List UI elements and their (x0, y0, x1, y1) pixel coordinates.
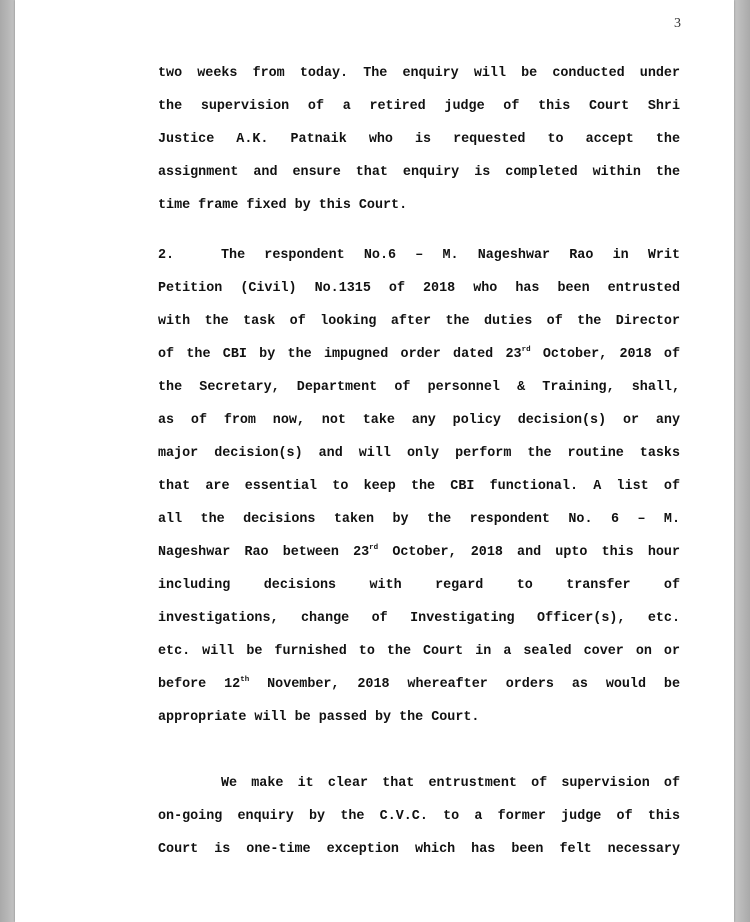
paragraph-2-line: including decisions with regard to transfer of (158, 578, 680, 593)
paragraph-2-line: major decision(s) and will only perform the routine tasks (158, 446, 680, 461)
paragraph-2-line: investigations, change of Investigating Officer(s), etc. (158, 611, 680, 626)
paragraph-3-line: We make it clear that entrustment of supervision of (221, 776, 680, 791)
paragraph-2-line (158, 545, 680, 561)
scan-edge-right (734, 0, 750, 922)
scan-edge-left (0, 0, 15, 922)
paragraph-1-line: time frame fixed by this Court. (158, 198, 408, 213)
paragraph-2-number: 2. (158, 248, 175, 263)
paragraph-2-line: Petition (Civil) No.1315 of 2018 who has been entrusted (158, 281, 680, 296)
paragraph-2-line: appropriate will be passed by the Court. (158, 710, 480, 725)
paragraph-2-line: the Secretary, Department of personnel & Training, shall, (158, 380, 680, 395)
paragraph-2-line: all the decisions taken by the respondent No. 6 – M. (158, 512, 680, 527)
line-text: Nageshwar Rao between 23 (158, 545, 370, 560)
paragraph-1-line: Justice A.K. Patnaik who is requested to accept the (158, 132, 680, 147)
ordinal-suffix: rd (369, 544, 379, 552)
paragraph-1-line: assignment and ensure that enquiry is completed within the (158, 165, 680, 180)
paragraph-2-line: as of from now, not take any policy decision(s) or any (158, 413, 680, 428)
paragraph-2-line (158, 677, 680, 693)
line-text: October, 2018 and upto this hour (378, 545, 680, 560)
paragraph-2-line: that are essential to keep the CBI functional. A list of (158, 479, 680, 494)
line-text: of the CBI by the impugned order dated 23 (158, 347, 522, 362)
line-text: October, 2018 of (530, 347, 680, 362)
paragraph-2-line: etc. will be furnished to the Court in a sealed cover on or (158, 644, 680, 659)
paragraph-3-line: Court is one-time exception which has been felt necessary (158, 842, 680, 857)
document-page (15, 0, 734, 922)
paragraph-1-line: two weeks from today. The enquiry will be conducted under (158, 66, 680, 81)
ordinal-suffix: th (240, 676, 250, 684)
paragraph-2-line: with the task of looking after the duties of the Director (158, 314, 680, 329)
paragraph-2-line (158, 347, 680, 363)
line-text: November, 2018 whereafter orders as would be (249, 677, 680, 692)
paragraph-1-line: the supervision of a retired judge of this Court Shri (158, 99, 680, 114)
page-number: 3 (674, 16, 681, 31)
paragraph-3-line: on-going enquiry by the C.V.C. to a former judge of this (158, 809, 680, 824)
ordinal-suffix: rd (521, 346, 531, 354)
paragraph-2-line: The respondent No.6 – M. Nageshwar Rao in Writ (221, 248, 680, 263)
line-text: before 12 (158, 677, 241, 692)
